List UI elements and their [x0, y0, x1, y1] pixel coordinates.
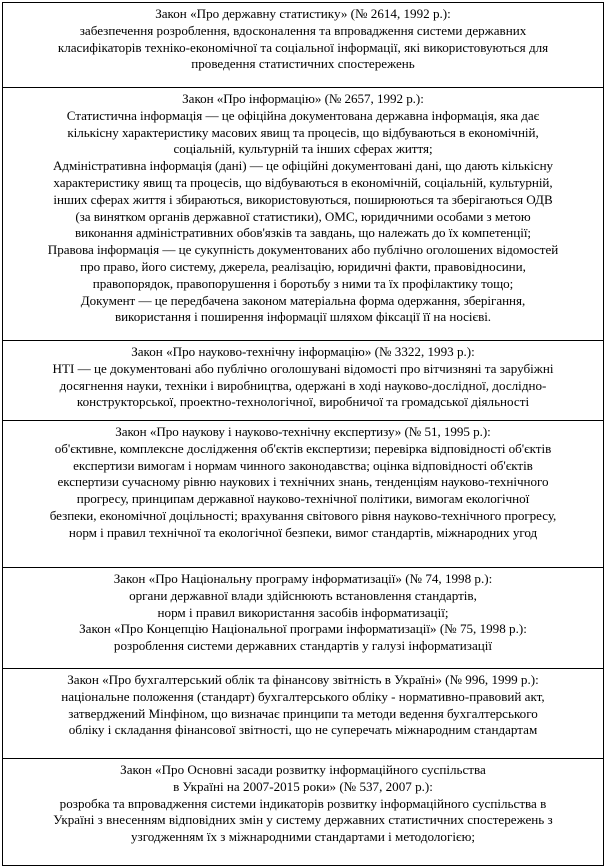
law-title: Закон «Про бухгалтерський облік та фінансову звітність в Україні» (№ 996, 1999 р.): [67, 672, 539, 687]
law-text-line: Адміністративна інформація (дані) — це офіційні документовані дані, що дають кількісну [52, 158, 554, 174]
law-title: Закон «Про інформацію» (№ 2657, 1992 р.): [182, 91, 424, 106]
law-title: Закон «Про Національну програму інформатизації» (№ 74, 1998 р.): [113, 571, 493, 586]
law-text-line: Статистична інформація — це офіційна документована державна інформація, яка дає [66, 107, 540, 123]
law-text-line: правопорядок, правопорушення і боротьбу з ними та їх профілактику тощо; [92, 275, 514, 291]
law-text-line: конструкторської, проектно-технологічної, виробничої та громадської діяльності [76, 394, 530, 410]
law-title: Закон «Про наукову і науково-технічну експертизу» (№ 51, 1995 р.): [115, 424, 491, 439]
law-text-line: затверджений Мінфіном, що визначає принципи та методи ведення бухгалтерського [68, 705, 538, 721]
law-title: Закон «Про Концепцію Національної програми інформатизації» (№ 75, 1998 р.): [79, 621, 527, 637]
law-title: в Україні на 2007-2015 роки» (№ 537, 2007 р.): [173, 778, 433, 794]
law-text-line: прогресу, принципам державної науково-технічної політики, вимогам екологічної [76, 491, 530, 507]
law-text-line: розробка та впровадження системи індикаторів розвитку інформаційного суспільства в [59, 795, 547, 811]
law-text-line: Україні з внесенням відповідних змін у систему державних статистичних спостережень з [53, 812, 553, 828]
law-text-line: класифікаторів техніко-економічної та соціальної інформації, які використовуються для [57, 39, 549, 55]
law-row-information [3, 87, 603, 340]
law-text-line: норм і правил технічної та екологічної безпеки, вимог стандартів, міжнародних угод [68, 524, 538, 540]
law-text-line: (за винятком органів державної статистики), ОМС, юридичними особами з метою [75, 208, 531, 224]
law-text-line: інших сферах життя і збираються, використовуються, поширюються та зберігаються ОДВ [53, 191, 553, 207]
law-text-line: використання і поширення інформації шляхом фіксації її на носієві. [114, 309, 492, 325]
law-row-information-society [3, 758, 603, 865]
law-title: Закон «Про Основні засади розвитку інформаційного суспільства [120, 762, 486, 777]
law-text-line: про право, його систему, джерела, реалізацію, юридичні факти, правовідносини, [80, 258, 526, 274]
law-text-line: досягнення науки, техніки і виробництва, одержані в ході науково-дослідної, дослідно- [59, 377, 547, 393]
law-text-line: безпеки, економічної доцільності; врахування світового рівня науково-технічного прогресу, [49, 507, 557, 523]
law-text-line: об'єктивне, комплексне дослідження об'єктів експертизи; перевірка відповідності об'єктів [54, 440, 552, 456]
law-text-line: Правова інформація — це сукупність документованих або публічно оголошених відомостей [47, 242, 559, 258]
law-title: Закон «Про науково-технічну інформацію» (№ 3322, 1993 р.): [131, 344, 475, 359]
law-text-line: проведення статистичних спостережень [191, 56, 415, 72]
law-text-line: характеристику явищ та процесів, що відбуваються в економічній, соціальній, культурній, [53, 174, 553, 190]
law-table [2, 2, 604, 866]
law-text-line: розроблення системи державних стандартів у галузі інформатизації [113, 638, 493, 654]
law-row-expertise [3, 420, 603, 567]
law-text-line: норм і правил використання засобів інформатизації; [157, 604, 449, 620]
law-text-line: соціальній, культурній та інших сферах життя; [173, 141, 433, 157]
law-row-scientific-technical-information [3, 340, 603, 420]
law-title: Закон «Про державну статистику» (№ 2614, 1992 р.): [155, 6, 451, 21]
law-text-line: експертизи вимогам і нормам чинного законодавства; оцінка відповідності об'єктів [73, 457, 533, 473]
law-row-statistics [3, 3, 603, 87]
law-text-line: органи державної влади здійснюють встановлення стандартів, [129, 587, 477, 603]
law-text-line: національне положення (стандарт) бухгалтерського обліку - нормативно-правовий акт, [61, 688, 545, 704]
law-row-accounting [3, 668, 603, 758]
law-row-informatization-program [3, 567, 603, 668]
law-text-line: експертизи сучасному рівню наукових і технічних знань, тенденціям науково-технічного [57, 474, 549, 490]
law-text-line: обліку і складання фінансової звітності, що не суперечать міжнародним стандартам [68, 722, 538, 738]
law-text-line: Документ — це передбачена законом матеріальна форма одержання, зберігання, [80, 292, 526, 308]
law-text-line: НТІ — це документовані або публічно оголошувані відомості про вітчизняні та зарубіжні [52, 360, 554, 376]
law-text-line: узгодженням їх з міжнародними стандартами і методологією; [130, 829, 476, 845]
law-text-line: кількісну характеристику масових явищ та процесів, що відбуваються в економічній, [67, 124, 539, 140]
law-text-line: забезпечення розроблення, вдосконалення та впровадження системи державних [79, 22, 527, 38]
law-text-line: виконання адміністративних обов'язків та завдань, що належать до їх компетенції; [75, 225, 531, 241]
